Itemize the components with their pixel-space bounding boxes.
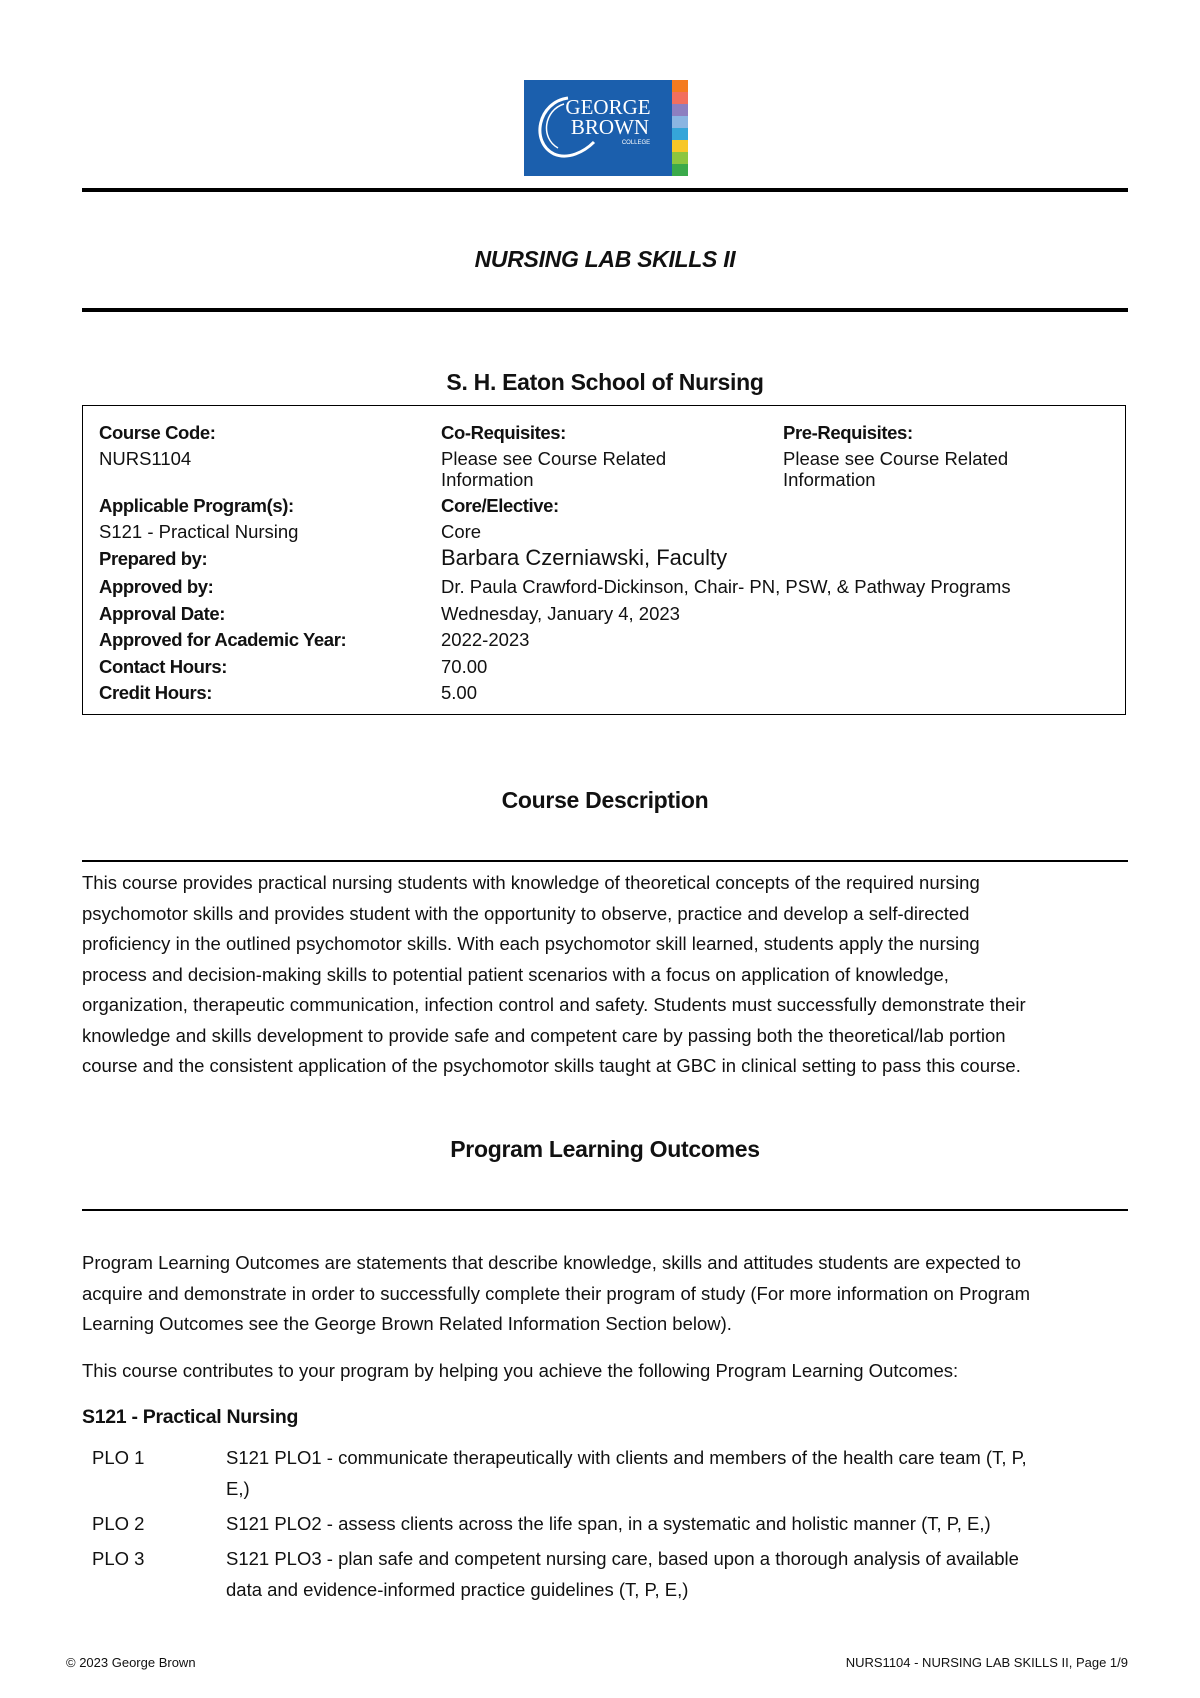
course-code-label: Course Code: [99,422,216,443]
co-requisites-value-line2: Information [441,469,534,490]
co-requisites-label: Co-Requisites: [441,422,566,443]
pre-requisites-value-line2: Information [783,469,876,490]
course-description-rule [82,860,1128,862]
prepared-by-value: Barbara Czerniawski, Faculty [441,545,728,570]
credit-hours-label: Credit Hours: [99,682,212,703]
plo-text-line: S121 PLO1 - communicate therapeutically with clients and members of the health care team (T, P, [226,1447,1027,1468]
description-line: course and the consistent application of the psychomotor skills taught at GBC in clinical setting to pass this course. [82,1055,1021,1076]
contact-hours-label: Contact Hours: [99,656,228,677]
course-description-heading: Course Description [501,787,709,813]
course-code-value: NURS1104 [99,448,192,469]
plo-id: PLO 3 [92,1548,145,1569]
description-line: process and decision-making skills to potential patient scenarios with a focus on application of knowledge, [82,963,949,985]
plo-rule [82,1209,1128,1211]
description-line: organization, therapeutic communication, infection control and safety. Students must successfully demonstrate their [82,994,1026,1015]
program-name: S121 - Practical Nursing [82,1406,299,1428]
description-line: psychomotor skills and provides student with the opportunity to observe, practice and develop a self-directed [82,902,970,924]
core-elective-label: Core/Elective: [441,495,559,516]
plo-text [226,1442,1126,1504]
pre-requisites-value-line1: Please see Course Related [783,448,1009,469]
course-description-text [82,868,1132,1082]
plo-intro-line: Learning Outcomes see the George Brown Related Information Section below). [82,1313,732,1334]
description-line: proficiency in the outlined psychomotor skills. With each psychomotor skill learned, students apply the nursing [82,933,980,954]
description-line: knowledge and skills development to provide safe and competent care by passing both the theoretical/lab portion [82,1024,1006,1046]
school-heading: S. H. Eaton School of Nursing [446,369,764,395]
contact-hours-value: 70.00 [441,656,488,677]
header-bottom-rule [82,308,1128,312]
footer-page-info: NURS1104 - NURSING LAB SKILLS II, Page 1/9 [845,1655,1128,1670]
plo-text [226,1508,1126,1539]
plo-text-line: S121 PLO2 - assess clients across the life span, in a systematic and holistic manner (T, P, E,) [226,1513,991,1534]
prepared-by-label: Prepared by: [99,548,208,569]
george-brown-logo [524,80,688,176]
plo-text-line: data and evidence-informed practice guidelines (T, P, E,) [226,1579,689,1600]
description-line: This course provides practical nursing students with knowledge of theoretical concepts of the required nursing [82,872,980,893]
plo-id: PLO 2 [92,1513,145,1534]
plo-heading: Program Learning Outcomes [450,1136,760,1162]
applicable-programs-label: Applicable Program(s): [99,495,294,516]
applicable-programs-value: S121 - Practical Nursing [99,521,299,542]
logo-line2: BROWN [570,115,650,139]
credit-hours-value: 5.00 [441,682,478,703]
academic-year-value: 2022-2023 [441,629,530,650]
pre-requisites-label: Pre-Requisites: [783,422,913,443]
header-top-rule [82,188,1128,192]
plo-intro [82,1248,1132,1340]
plo-text-line: E,) [226,1478,250,1499]
core-elective-value: Core [441,521,482,542]
logo-line3: COLLEGE [621,140,651,146]
document-title: NURSING LAB SKILLS II [474,246,736,272]
plo-contribution-text: This course contributes to your program by helping you achieve the following Program Learning Outcomes: [82,1360,959,1381]
plo-id: PLO 1 [92,1447,145,1468]
approval-date-value: Wednesday, January 4, 2023 [441,603,680,624]
co-requisites-value-line1: Please see Course Related [441,448,667,469]
course-info-box [82,405,1126,715]
plo-text-line: S121 PLO3 - plan safe and competent nursing care, based upon a thorough analysis of available [226,1548,1019,1569]
approval-date-label: Approval Date: [99,603,225,624]
approved-by-label: Approved by: [99,576,214,597]
plo-intro-line: Program Learning Outcomes are statements that describe knowledge, skills and attitudes students are expected to [82,1252,1021,1273]
academic-year-label: Approved for Academic Year: [99,629,347,650]
approved-by-value: Dr. Paula Crawford-Dickinson, Chair- PN, PSW, & Pathway Programs [441,576,1011,597]
footer-copyright: © 2023 George Brown [66,1655,196,1670]
plo-text [226,1543,1126,1605]
logo-line1: GEORGE [565,95,651,119]
plo-intro-line: acquire and demonstrate in order to successfully complete their program of study (For more information on Program [82,1282,1031,1304]
